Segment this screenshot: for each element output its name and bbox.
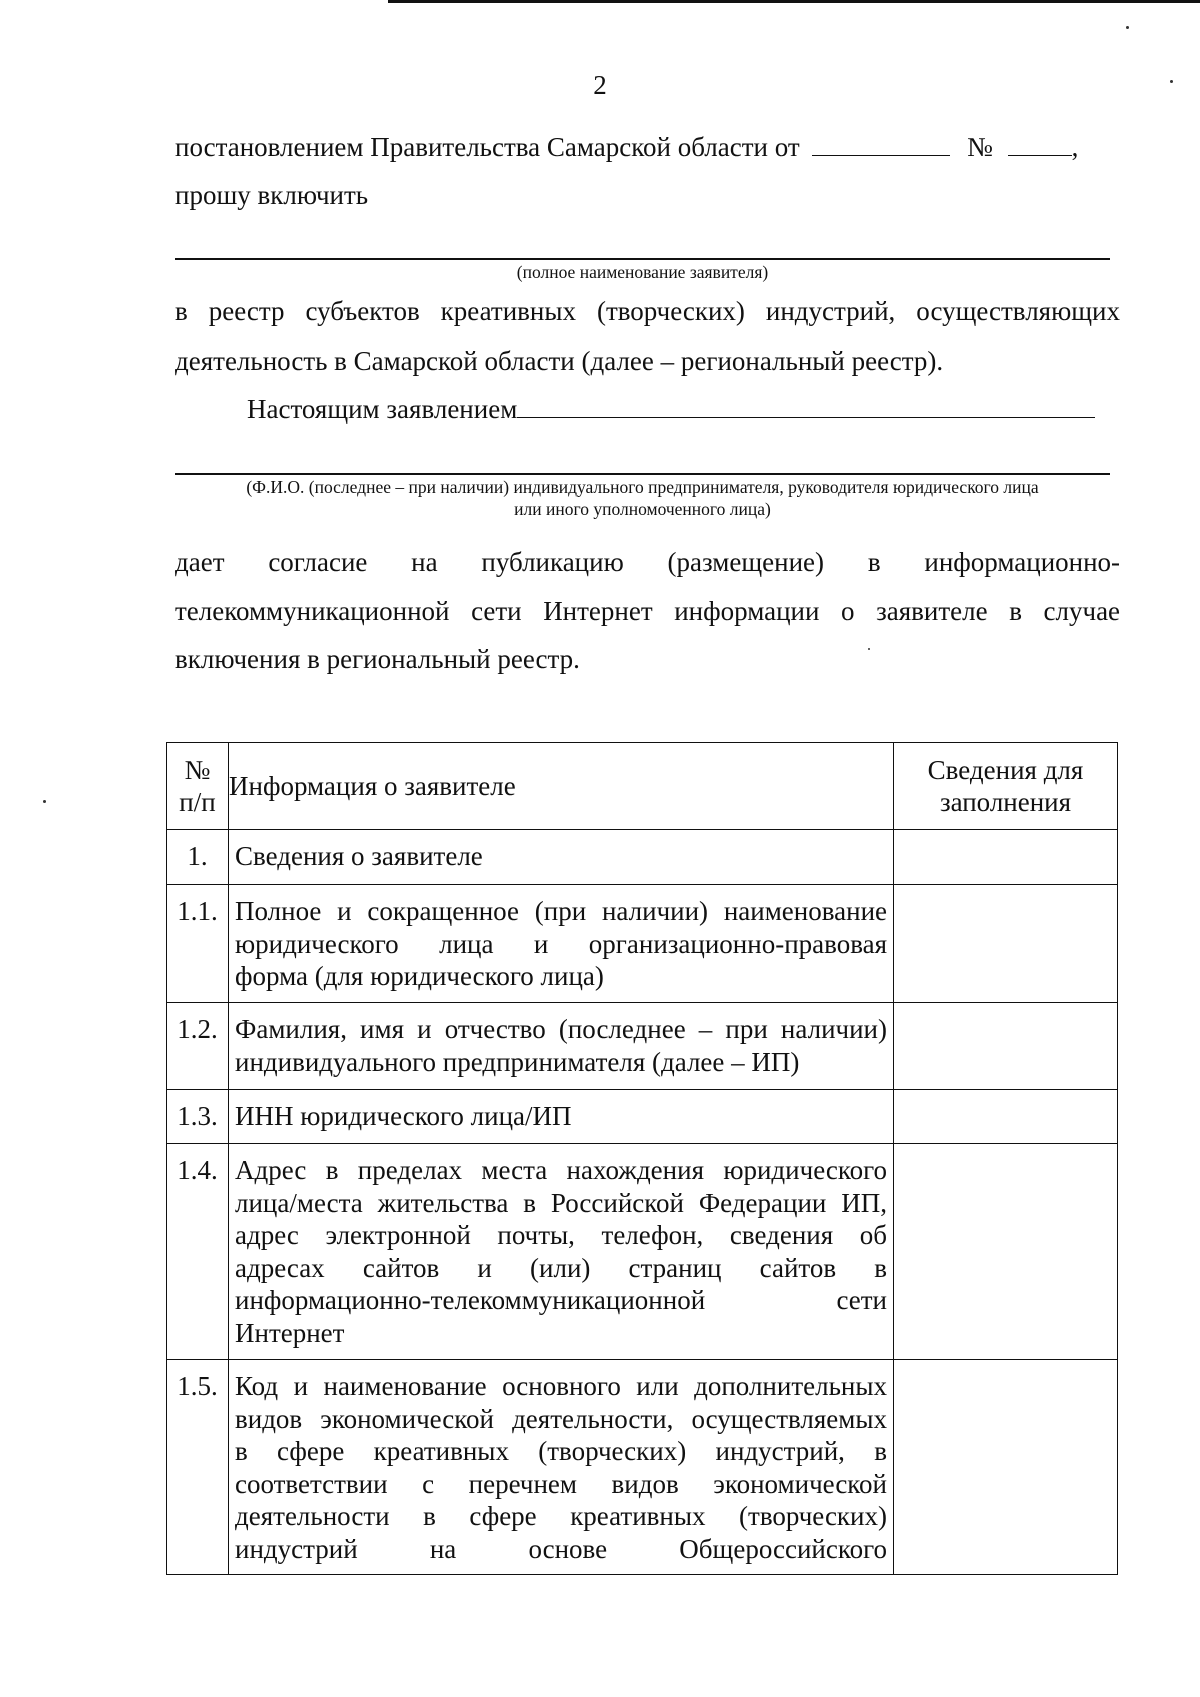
person-caption-2: или иного уполномоченного лица) bbox=[514, 499, 771, 519]
header-info-cell: Информация о заявителе bbox=[229, 743, 894, 830]
page-number: 2 bbox=[593, 70, 607, 100]
comma: , bbox=[1071, 132, 1079, 162]
table-row bbox=[167, 885, 1118, 1003]
row-number: 1.3. bbox=[167, 1090, 229, 1144]
row-number: 1.2. bbox=[167, 1003, 229, 1090]
applicant-info-table bbox=[166, 742, 1118, 1575]
scan-speck bbox=[43, 800, 46, 803]
row-fill-cell[interactable] bbox=[894, 1360, 1118, 1575]
number-sign: № bbox=[967, 132, 993, 162]
consent-line-2: телекоммуникационной сети Интернет информации о заявителе в случае bbox=[175, 596, 1121, 626]
registry-line-1: в реестр субъектов креативных (творческих) индустрий, осуществляющих bbox=[175, 296, 1120, 326]
intro-line-2: прошу включить bbox=[175, 180, 369, 210]
statement-blank[interactable] bbox=[517, 395, 1095, 418]
table-header-row bbox=[167, 743, 1118, 830]
person-name-field[interactable] bbox=[175, 473, 1110, 475]
row-text: Сведения о заявителе bbox=[229, 830, 894, 885]
row-number: 1.1. bbox=[167, 885, 229, 1003]
row-text: Фамилия, имя и отчество (последнее – при наличии) индивидуального предпринимателя (далее – ИП) bbox=[229, 1003, 894, 1090]
scan-speck bbox=[868, 648, 870, 650]
number-blank[interactable] bbox=[1008, 133, 1072, 156]
row-number: 1. bbox=[167, 830, 229, 885]
applicant-caption: (полное наименование заявителя) bbox=[516, 262, 769, 282]
row-number: 1.4. bbox=[167, 1144, 229, 1360]
statement-label: Настоящим заявлением bbox=[247, 394, 518, 424]
top-border-line bbox=[388, 0, 1200, 3]
table-row bbox=[167, 1003, 1118, 1090]
row-fill-cell[interactable] bbox=[894, 885, 1118, 1003]
row-fill-cell[interactable] bbox=[894, 830, 1118, 885]
row-fill-cell[interactable] bbox=[894, 1090, 1118, 1144]
intro-text: постановлением Правительства Самарской области от bbox=[175, 132, 800, 162]
consent-line-3: включения в региональный реестр. bbox=[175, 644, 580, 674]
header-num-cell: № п/п bbox=[167, 743, 229, 830]
table-row bbox=[167, 1090, 1118, 1144]
applicant-name-field[interactable] bbox=[175, 258, 1110, 260]
consent-line-1: дает согласие на публикацию (размещение) в информационно- bbox=[175, 547, 1121, 577]
table-row bbox=[167, 1144, 1118, 1360]
date-blank[interactable] bbox=[812, 133, 950, 156]
row-text: ИНН юридического лица/ИП bbox=[229, 1090, 894, 1144]
person-caption-1: (Ф.И.О. (последнее – при наличии) индивидуального предпринимателя, руководителя юридического лица bbox=[246, 477, 1039, 497]
statement-line bbox=[247, 394, 1095, 425]
intro-line-1 bbox=[175, 132, 1078, 163]
row-text: Полное и сокращенное (при наличии) наименование юридического лица и организационно-правовая форма (для юридического лица) bbox=[229, 885, 894, 1003]
row-number: 1.5. bbox=[167, 1360, 229, 1575]
row-text: Адрес в пределах места нахождения юридического лица/места жительства в Российской Федерации ИП, адрес электронной почты, телефон, сведения об адресах сайтов и (или) страниц сайтов в информационно-телекоммуникационной сети Интернет bbox=[229, 1144, 894, 1360]
registry-line-2: деятельность в Самарской области (далее – региональный реестр). bbox=[175, 346, 944, 376]
table-row bbox=[167, 1360, 1118, 1575]
table-row bbox=[167, 830, 1118, 885]
row-fill-cell[interactable] bbox=[894, 1003, 1118, 1090]
header-fill-cell: Сведения для заполнения bbox=[894, 743, 1118, 830]
row-text: Код и наименование основного или дополнительных видов экономической деятельности, осуществляемых в сфере креативных (творческих) индустрий, в соответствии с перечнем видов экономической деятельности в сфере креативных (творческих) индустрий на основе Общероссийского bbox=[229, 1360, 894, 1575]
row-fill-cell[interactable] bbox=[894, 1144, 1118, 1360]
scan-speck bbox=[1126, 26, 1129, 29]
